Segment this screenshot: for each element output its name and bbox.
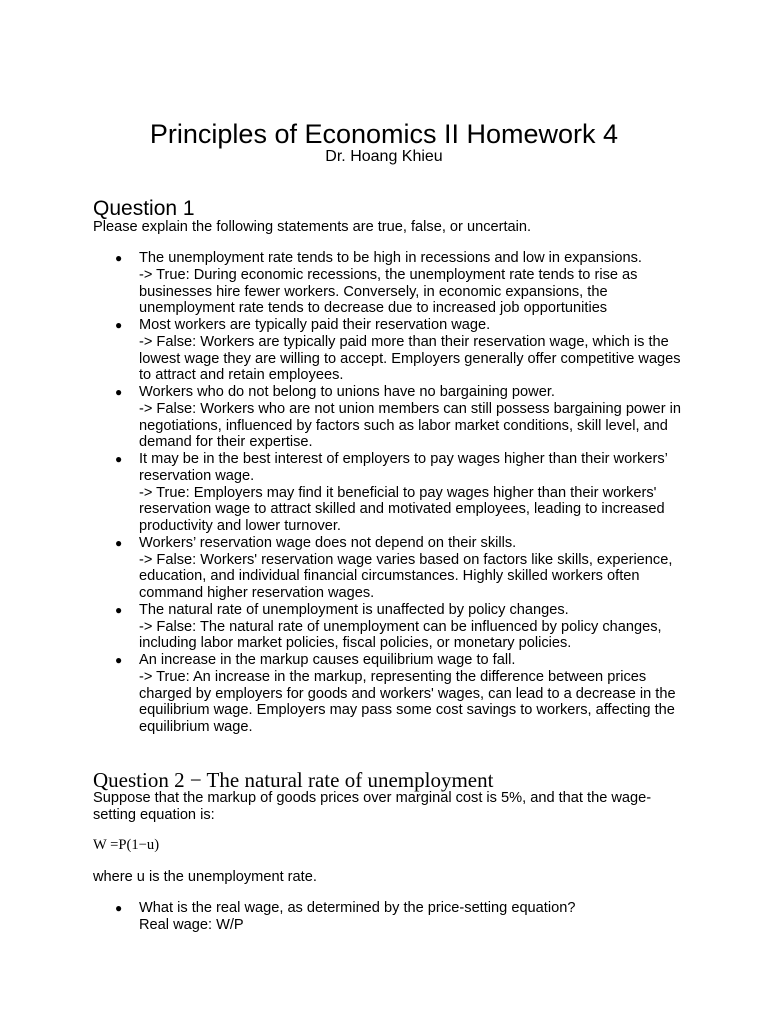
item-statement: Most workers are typically paid their reservation wage. [139, 317, 491, 333]
list-item [115, 384, 685, 451]
item-answer: -> False: Workers who are not union members can still possess bargaining power in negotiations, influenced by factors such as labor market conditions, skill level, and demand for their expertise. [139, 400, 681, 451]
question2-list [115, 900, 685, 934]
question1-intro: Please explain the following statements are true, false, or uncertain. [93, 219, 532, 235]
list-item [115, 535, 685, 602]
bullet-icon: ● [115, 251, 123, 265]
bullet-icon: ● [115, 901, 123, 915]
item-statement: Workers’ reservation wage does not depend on their skills. [139, 534, 517, 551]
item-answer: Real wage: W/P [139, 916, 244, 933]
item-statement: What is the real wage, as determined by the price-setting equation? [139, 900, 576, 916]
bullet-icon: ● [115, 318, 123, 332]
item-answer: -> False: Workers' reservation wage varies based on factors like skills, experience, education, and individual financial circumstances. Highly skilled workers often command higher reservation wages. [139, 551, 673, 601]
bullet-icon: ● [115, 602, 123, 617]
question2-where: where u is the unemployment rate. [93, 869, 317, 885]
item-statement: It may be in the best interest of employers to pay wages higher than their workers’ reservation wage. [139, 451, 668, 484]
item-answer: -> False: The natural rate of unemployment can be influenced by policy changes, including labor market policies, fiscal policies, or monetary policies. [139, 618, 662, 652]
wage-setting-equation: W =P(1−u) [93, 837, 160, 853]
document-author: Dr. Hoang Khieu [325, 148, 443, 165]
list-item [115, 250, 685, 317]
question1-list [115, 250, 685, 736]
item-answer: -> False: Workers are typically paid more than their reservation wage, which is the lowest wage they are willing to accept. Employers generally offer competitive wages to attract and retain employees. [139, 333, 681, 384]
list-item [115, 652, 685, 736]
item-statement: Workers who do not belong to unions have no bargaining power. [139, 384, 555, 400]
item-statement: The unemployment rate tends to be high in recessions and low in expansions. [139, 250, 642, 266]
question1-heading: Question 1 [93, 197, 195, 221]
item-statement: The natural rate of unemployment is unaffected by policy changes. [139, 601, 569, 618]
bullet-icon: ● [115, 535, 123, 550]
list-item [115, 317, 685, 384]
list-item [115, 451, 685, 535]
document-title: Principles of Economics II Homework 4 [149, 119, 619, 150]
item-answer: -> True: Employers may find it beneficial to pay wages higher than their workers' reservation wage to attract skilled and motivated employees, leading to increased productivity and lower turnover. [139, 484, 665, 534]
list-item [115, 602, 685, 652]
bullet-icon: ● [115, 653, 123, 667]
question2-intro: Suppose that the markup of goods prices over marginal cost is 5%, and that the wage-setting equation is: [93, 790, 652, 823]
item-answer: -> True: During economic recessions, the unemployment rate tends to rise as businesses hire fewer workers. Conversely, in economic expansions, the unemployment rate tends to decrease due to increased job opportunities [139, 266, 638, 317]
bullet-icon: ● [115, 385, 123, 399]
item-answer: -> True: An increase in the markup, representing the difference between prices charged by employers for goods and workers' wages, can lead to a decrease in the equilibrium wage. Employers may pass some cost savings to workers, affecting the equilibrium wage. [139, 668, 676, 735]
item-statement: An increase in the markup causes equilibrium wage to fall. [139, 652, 516, 668]
list-item [115, 900, 685, 934]
question2-heading: Question 2 − The natural rate of unemployment [93, 768, 494, 793]
bullet-icon: ● [115, 452, 123, 466]
